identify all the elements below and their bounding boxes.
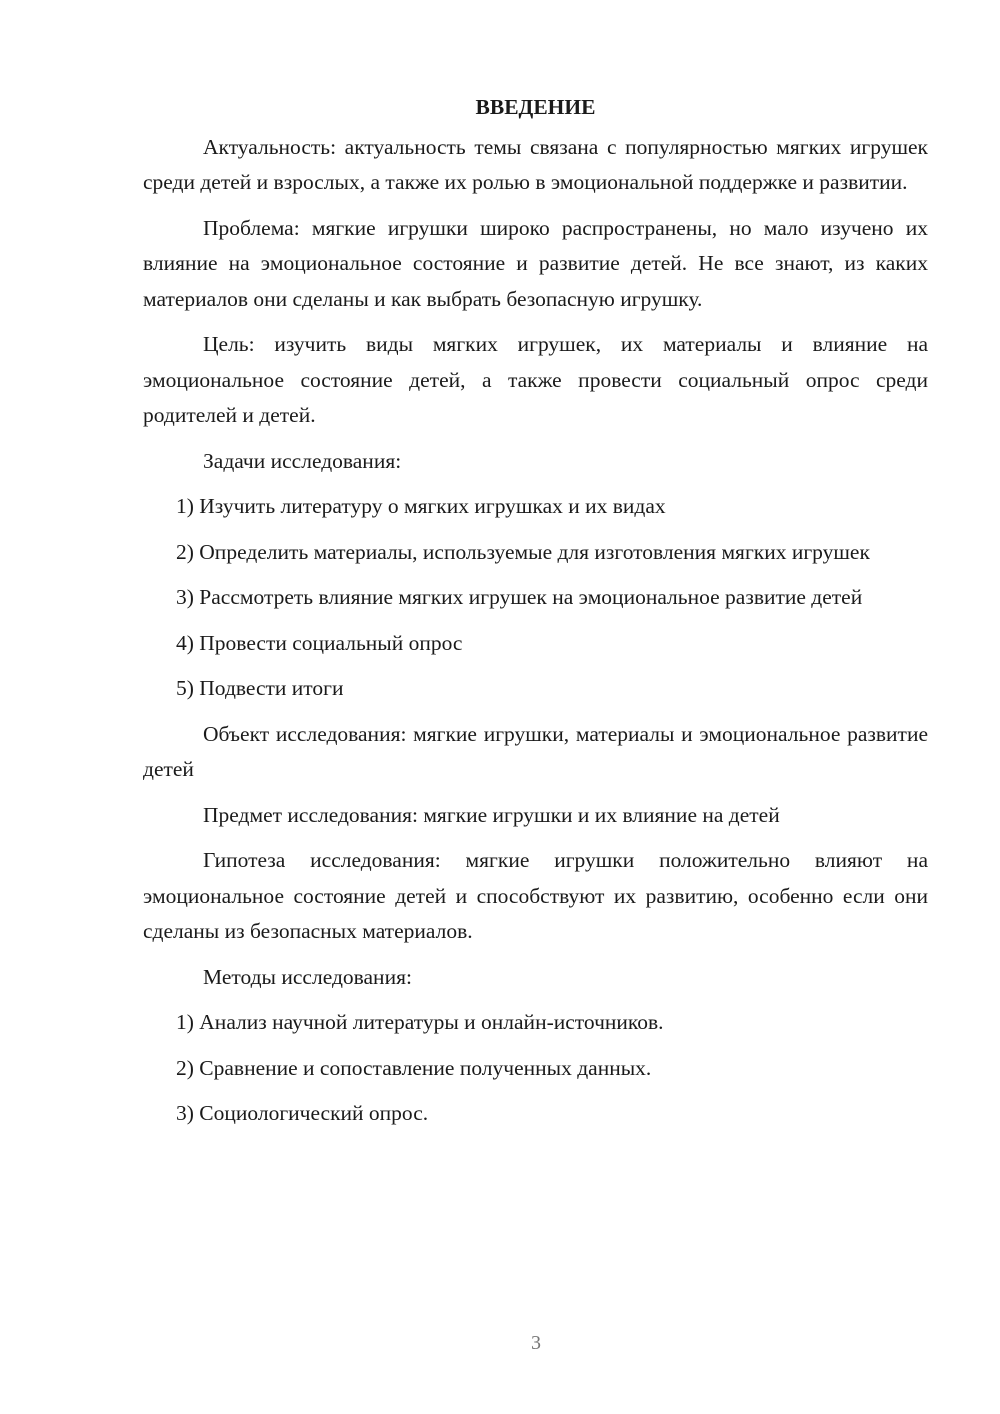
goal-paragraph: Цель: изучить виды мягких игрушек, их материалы и влияние на эмоциональное состояние детей, а также провести социальный опрос среди родителей и детей. <box>143 332 928 427</box>
task-item-5: 5) Подвести итоги <box>176 676 344 700</box>
task-item-3: 3) Рассмотреть влияние мягких игрушек на эмоциональное развитие детей <box>176 585 863 609</box>
tasks-heading: Задачи исследования: <box>203 448 402 473</box>
relevance-paragraph: Актуальность: актуальность темы связана с популярностью мягких игрушек среди детей и взрослых, а также их ролью в эмоциональной поддержке и развитии. <box>143 134 928 194</box>
task-item-2: 2) Определить материалы, используемые для изготовления мягких игрушек <box>176 539 870 564</box>
page-content <box>143 90 928 1142</box>
method-item-1: 1) Анализ научной литературы и онлайн-источников. <box>176 1010 664 1034</box>
page-number: 3 <box>531 1332 541 1354</box>
methods-heading: Методы исследования: <box>203 964 412 989</box>
hypothesis-paragraph: Гипотеза исследования: мягкие игрушки положительно влияют на эмоциональное состояние детей и способствуют их развитию, особенно если они сделаны из безопасных материалов. <box>143 848 928 943</box>
method-item-3: 3) Социологический опрос. <box>176 1101 429 1125</box>
subject-paragraph: Предмет исследования: мягкие игрушки и их влияние на детей <box>203 802 780 827</box>
task-item-1: 1) Изучить литературу о мягких игрушках и их видах <box>176 494 666 518</box>
problem-paragraph: Проблема: мягкие игрушки широко распространены, но мало изучено их влияние на эмоциональное состояние и развитие детей. Не все знают, из каких материалов они сделаны и как выбрать безопасную игрушку. <box>143 215 928 311</box>
task-item-4: 4) Провести социальный опрос <box>176 630 463 655</box>
section-heading: ВВЕДЕНИЕ <box>475 95 596 119</box>
object-paragraph: Объект исследования: мягкие игрушки, материалы и эмоциональное развитие детей <box>143 721 928 781</box>
method-item-2: 2) Сравнение и сопоставление полученных данных. <box>176 1055 652 1080</box>
